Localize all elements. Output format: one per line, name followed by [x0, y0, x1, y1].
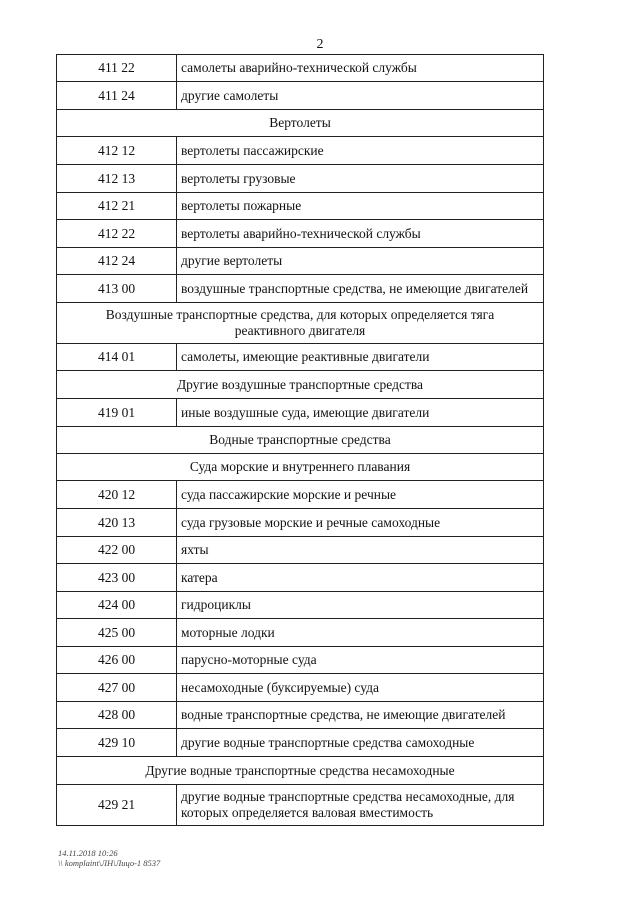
table-row — [57, 55, 544, 82]
code-cell: 422 00 — [57, 537, 177, 564]
table-row — [57, 137, 544, 165]
code-cell: 412 12 — [57, 137, 177, 165]
section-heading: Водные транспортные средства — [57, 427, 544, 454]
code-cell: 412 21 — [57, 193, 177, 220]
table-row — [57, 344, 544, 371]
code-cell: 419 01 — [57, 399, 177, 427]
code-cell: 429 10 — [57, 729, 177, 757]
code-cell: 413 00 — [57, 275, 177, 303]
description-cell: гидроциклы — [177, 592, 544, 619]
section-heading: Воздушные транспортные средства, для которых определяется тяга реактивного двигателя — [57, 303, 544, 344]
table-row — [57, 674, 544, 702]
code-cell: 428 00 — [57, 702, 177, 729]
table-row — [57, 220, 544, 248]
code-cell: 425 00 — [57, 619, 177, 647]
code-cell: 423 00 — [57, 564, 177, 592]
code-cell: 429 21 — [57, 785, 177, 826]
description-cell: моторные лодки — [177, 619, 544, 647]
table-row — [57, 785, 544, 826]
description-cell: вертолеты аварийно-технической службы — [177, 220, 544, 248]
section-row — [57, 371, 544, 399]
description-cell: водные транспортные средства, не имеющие двигателей — [177, 702, 544, 729]
section-row — [57, 427, 544, 454]
description-cell: вертолеты пассажирские — [177, 137, 544, 165]
code-cell: 424 00 — [57, 592, 177, 619]
vehicle-code-table — [56, 54, 544, 826]
section-heading: Другие водные транспортные средства несамоходные — [57, 757, 544, 785]
code-cell: 411 24 — [57, 82, 177, 110]
description-cell: парусно-моторные суда — [177, 647, 544, 674]
table-row — [57, 82, 544, 110]
code-cell: 412 24 — [57, 248, 177, 275]
description-cell: самолеты аварийно-технической службы — [177, 55, 544, 82]
code-cell: 426 00 — [57, 647, 177, 674]
section-heading: Суда морские и внутреннего плавания — [57, 454, 544, 481]
code-cell: 412 13 — [57, 165, 177, 193]
description-cell: другие водные транспортные средства несамоходные, для которых определяется валовая вместимость — [177, 785, 544, 826]
description-cell: несамоходные (буксируемые) суда — [177, 674, 544, 702]
description-cell: суда грузовые морские и речные самоходные — [177, 509, 544, 537]
description-cell: суда пассажирские морские и речные — [177, 481, 544, 509]
table-row — [57, 537, 544, 564]
description-cell: катера — [177, 564, 544, 592]
table-row — [57, 592, 544, 619]
code-cell: 420 12 — [57, 481, 177, 509]
section-heading: Вертолеты — [57, 110, 544, 137]
table-row — [57, 647, 544, 674]
print-timestamp: 14.11.2018 10:26 — [58, 848, 118, 858]
table-row — [57, 165, 544, 193]
code-cell: 412 22 — [57, 220, 177, 248]
section-row — [57, 110, 544, 137]
section-row — [57, 303, 544, 344]
description-cell: воздушные транспортные средства, не имеющие двигателей — [177, 275, 544, 303]
code-cell: 411 22 — [57, 55, 177, 82]
table-row — [57, 564, 544, 592]
table-row — [57, 275, 544, 303]
description-cell: вертолеты пожарные — [177, 193, 544, 220]
table-row — [57, 509, 544, 537]
section-row — [57, 454, 544, 481]
description-cell: другие водные транспортные средства самоходные — [177, 729, 544, 757]
description-cell: вертолеты грузовые — [177, 165, 544, 193]
page-number: 2 — [316, 37, 324, 52]
description-cell: другие вертолеты — [177, 248, 544, 275]
table-row — [57, 481, 544, 509]
print-file-path: \\ komplaint\ЛН\Лицо-1 8537 — [58, 858, 161, 868]
code-cell: 420 13 — [57, 509, 177, 537]
table-row — [57, 193, 544, 220]
description-cell: иные воздушные суда, имеющие двигатели — [177, 399, 544, 427]
table-row — [57, 399, 544, 427]
code-cell: 427 00 — [57, 674, 177, 702]
description-cell: другие самолеты — [177, 82, 544, 110]
table-row — [57, 248, 544, 275]
description-cell: самолеты, имеющие реактивные двигатели — [177, 344, 544, 371]
table-row — [57, 702, 544, 729]
print-stamp — [58, 848, 160, 868]
description-cell: яхты — [177, 537, 544, 564]
code-cell: 414 01 — [57, 344, 177, 371]
section-heading: Другие воздушные транспортные средства — [57, 371, 544, 399]
section-row — [57, 757, 544, 785]
table-row — [57, 729, 544, 757]
table-row — [57, 619, 544, 647]
